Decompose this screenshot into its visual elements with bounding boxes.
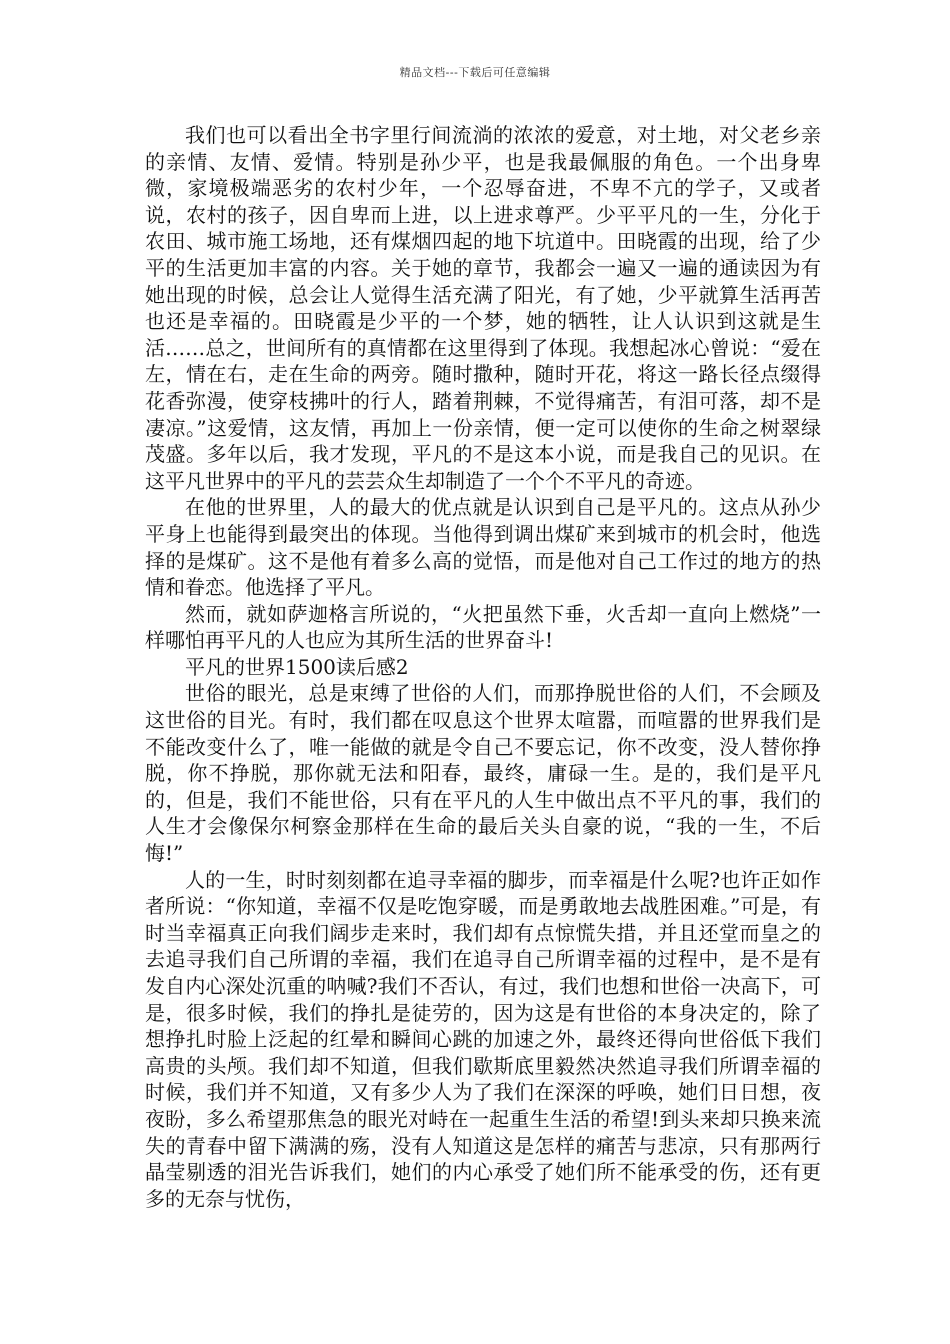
page-header: 精品文档---下载后可任意编辑	[399, 66, 551, 79]
document-body	[145, 122, 821, 1212]
paragraph-1: 我们也可以看出全书字里行间流淌的浓浓的爱意，对土地，对父老乡亲的亲情、友情、爱情。特别是孙少平，也是我最佩服的角色。一个出身卑微，家境极端恶劣的农村少年，一个忍辱奋进，不卑不亢的学子，又或者说，农村的孩子，因自卑而上进，以上进求尊严。少平平凡的一生，分化于农田、城市施工场地，还有煤烟四起的地下坑道中。田晓霞的出现，给了少平的生活更加丰富的内容。关于她的章节，我都会一遍又一遍的通读因为有她出现的时候，总会让人觉得生活充满了阳光，有了她，少平就算生活再苦也还是幸福的。田晓霞是少平的一个梦，她的牺牲，让人认识到这就是生活……总之，世间所有的真情都在这里得到了体现。我想起冰心曾说：“爱在左，情在右，走在生命的两旁。随时撒种，随时开花，将这一路长径点缀得花香弥漫，使穿枝拂叶的行人，踏着荆棘，不觉得痛苦，有泪可落，却不是凄凉。”这爱情，这友情，再加上一份亲情，便一定可以使你的生命之树翠绿茂盛。多年以后，我才发现，平凡的不是这本小说，而是我自己的见识。在这平凡世界中的平凡的芸芸众生却制造了一个个不平凡的奇迹。	[145, 123, 821, 493]
paragraph-5: 人的一生，时时刻刻都在追寻幸福的脚步，而幸福是什么呢?也许正如作者所说：“你知道，幸福不仅是吃饱穿暖，而是勇敢地去战胜困难。”可是，有时当幸福真正向我们阔步走来时，我们却有点惊慌失措，并且还堂而皇之的去追寻我们自己所谓的幸福，我们在追寻自己所谓幸福的过程中，是不是有发自内心深处沉重的呐喊?我们不否认，有过，我们也想和世俗一决高下，可是，很多时候，我们的挣扎是徒劳的，因为这是有世俗的本身决定的，除了想挣扎时脸上泛起的红晕和瞬间心跳的加速之外，最终还得向世俗低下我们高贵的头颅。我们却不知道，但我们歇斯底里毅然决然追寻我们所谓幸福的时候，我们并不知道，又有多少人为了我们在深深的呼唤，她们日日想，夜夜盼，多么希望那焦急的眼光对峙在一起重生生活的希望!到头来却只换来流失的青春中留下满满的殇，没有人知道这是怎样的痛苦与悲凉，只有那两行晶莹剔透的泪光告诉我们，她们的内心承受了她们所不能承受的伤，还有更多的无奈与忧伤，	[145, 867, 821, 1211]
paragraph-2: 在他的世界里，人的最大的优点就是认识到自己是平凡的。这点从孙少平身上也能得到最突出的体现。当他得到调出煤矿来到城市的机会时，他选择的是煤矿。这不是他有着多么高的觉悟，而是他对自己工作过的地方的热情和眷恋。他选择了平凡。	[145, 495, 821, 600]
paragraph-4: 世俗的眼光，总是束缚了世俗的人们，而那挣脱世俗的人们，不会顾及这世俗的目光。有时，我们都在叹息这个世界太喧嚣，而喧嚣的世界我们是不能改变什么了，唯一能做的就是令自己不要忘记，你不改变，没人替你挣脱，你不挣脱，那你就无法和阳春，最终，庸碌一生。是的，我们是平凡的，但是，我们不能世俗，只有在平凡的人生中做出点不平凡的事，我们的人生才会像保尔柯察金那样在生命的最后关头自豪的说，“我的一生，不后悔!”	[145, 681, 821, 866]
paragraph-3: 然而，就如萨迦格言所说的，“火把虽然下垂，火舌却一直向上燃烧”一样哪怕再平凡的人也应为其所生活的世界奋斗!	[145, 601, 821, 653]
section-subheading: 平凡的世界1500读后感2	[185, 654, 409, 679]
